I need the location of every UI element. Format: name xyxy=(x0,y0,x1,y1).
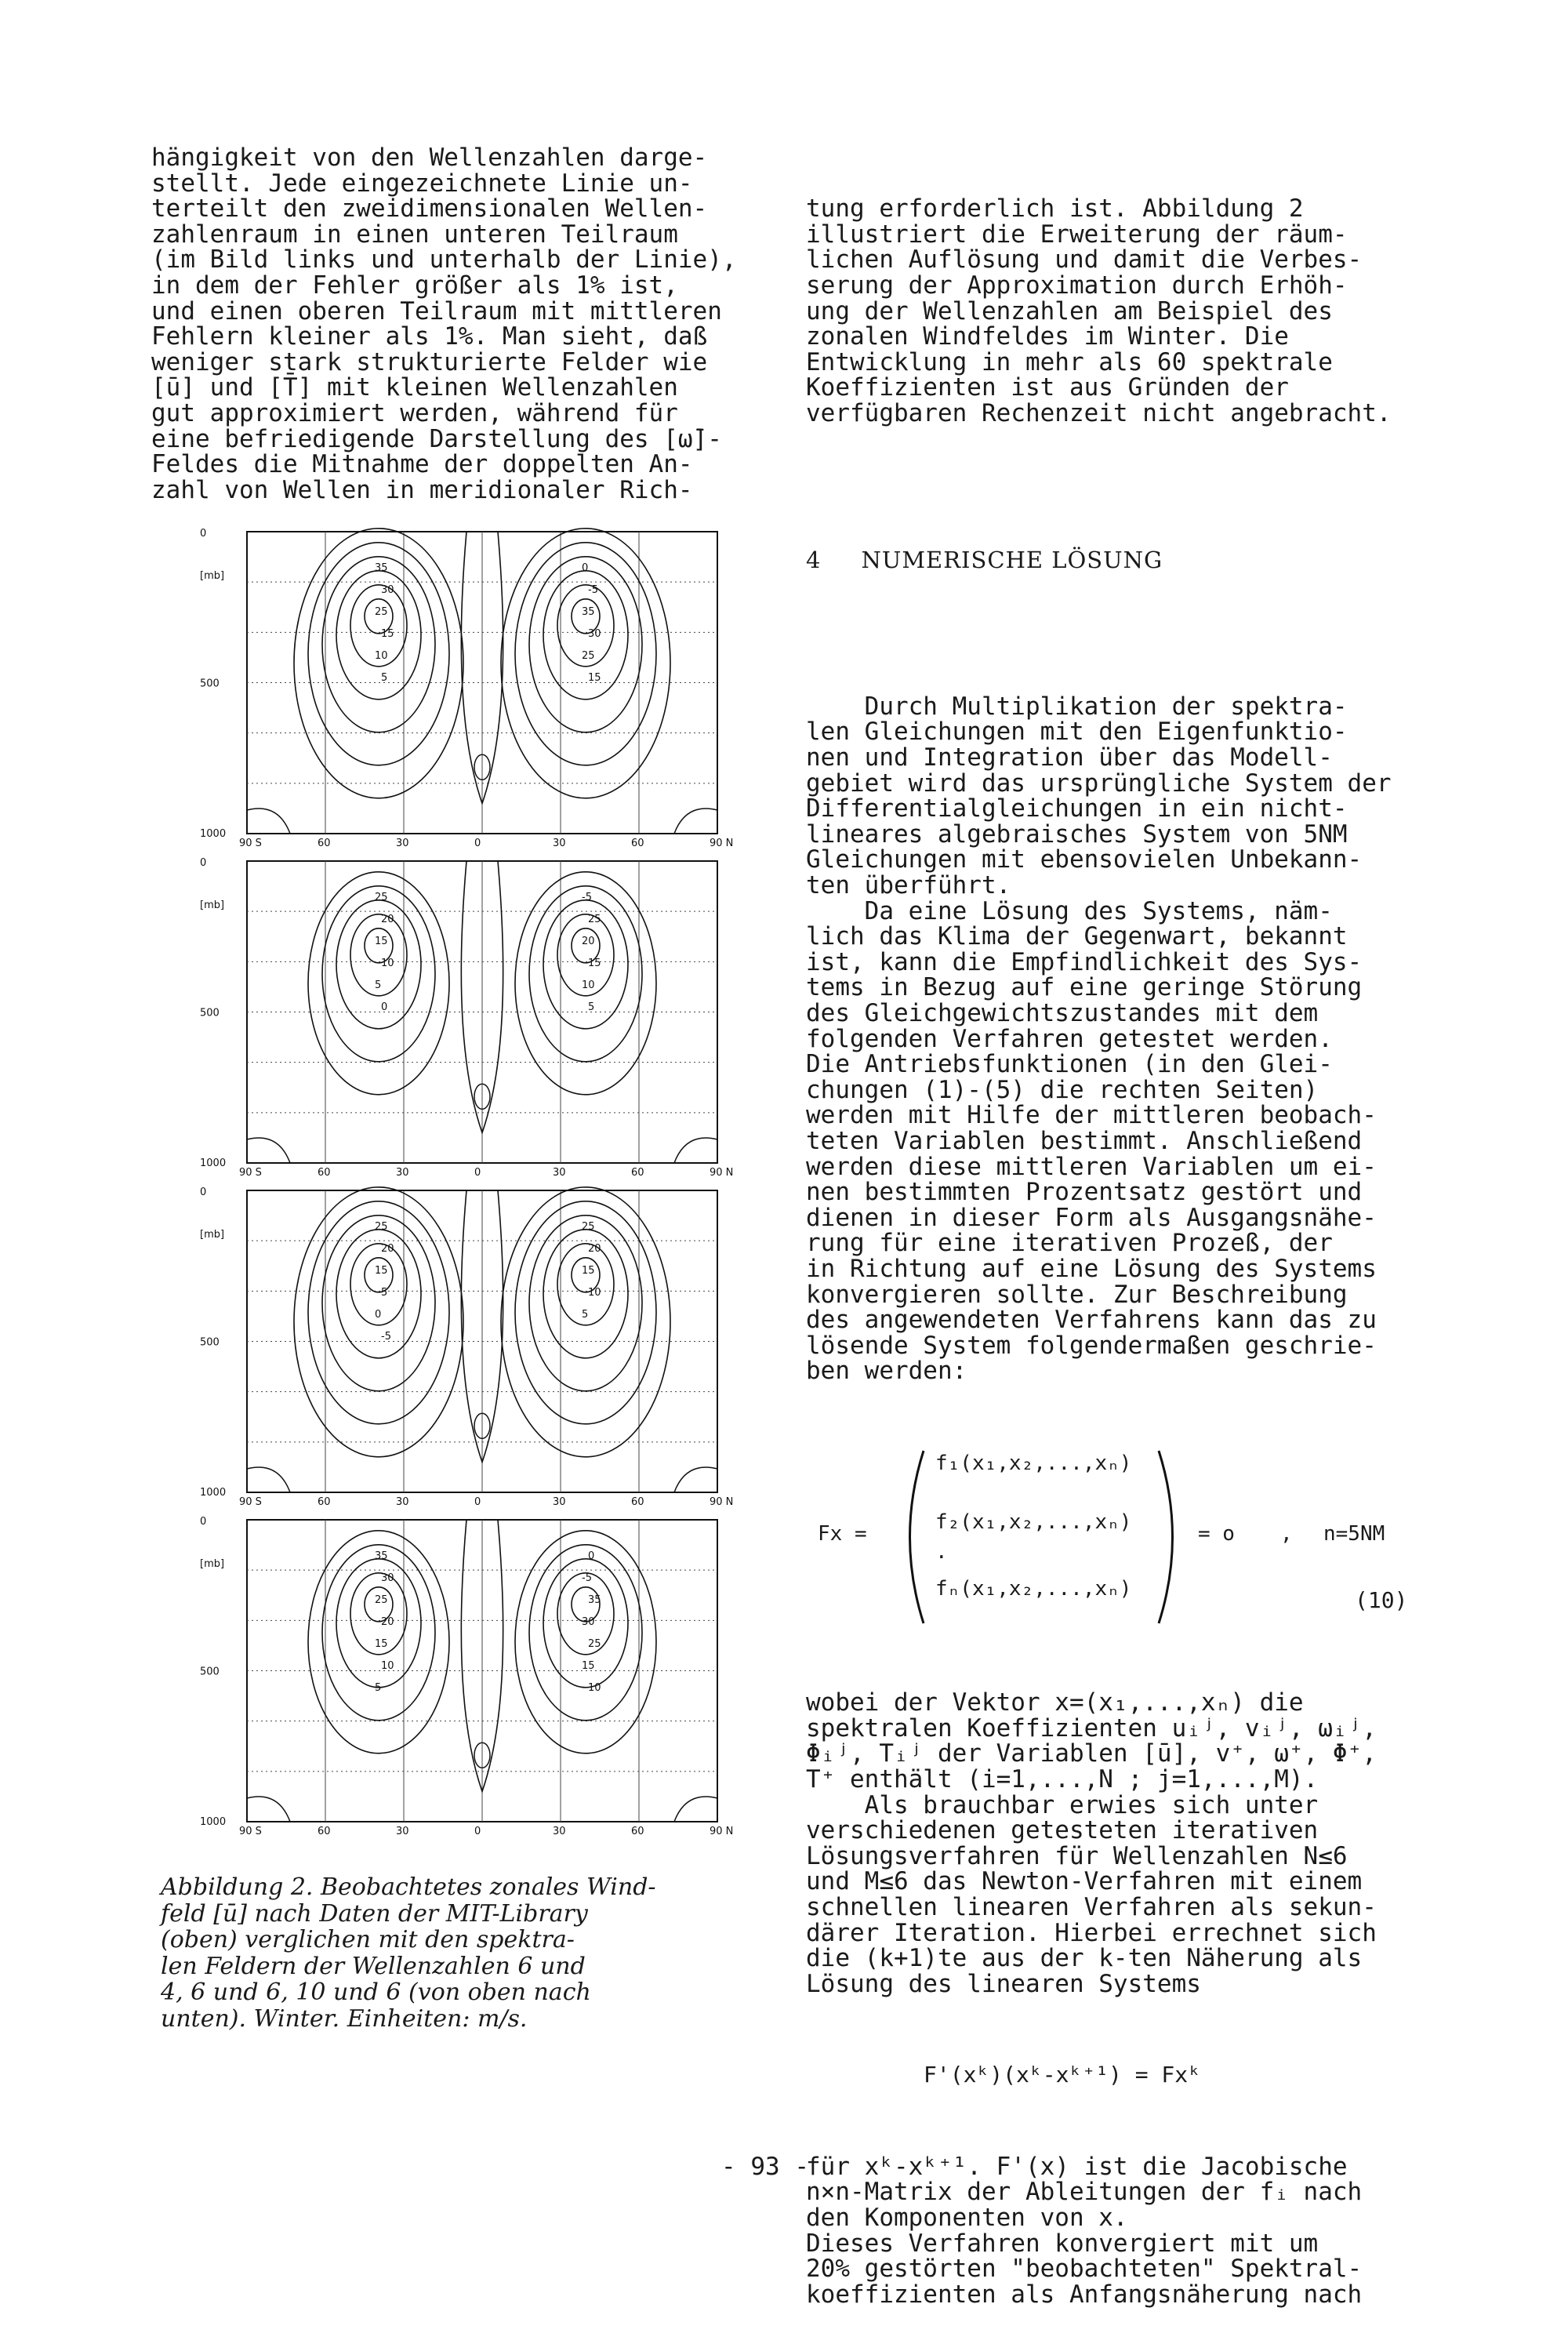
x-axis-label: 30 xyxy=(396,1826,409,1837)
contour-line xyxy=(674,1797,717,1822)
x-axis-label: 30 xyxy=(396,838,409,849)
text-line: n×n-Matrix der Ableitungen der fᵢ nach xyxy=(806,2178,1363,2207)
contour-line xyxy=(247,1467,290,1492)
contour-panels xyxy=(192,524,757,1857)
x-axis-label: 90 N xyxy=(710,1167,734,1179)
contour-label: -5 xyxy=(381,1331,391,1343)
contour-label: 15 xyxy=(588,672,601,684)
contour-line xyxy=(674,1138,717,1163)
text-line: [ū] und [T̄] mit kleinen Wellenzahlen xyxy=(151,373,678,402)
contour-line xyxy=(247,809,290,834)
contour-label: 0 xyxy=(375,1309,382,1321)
text-line: in dem der Fehler größer als 1% ist, xyxy=(151,271,678,300)
x-axis-label: 30 xyxy=(396,1167,409,1179)
contour-line xyxy=(674,809,717,834)
contour-line xyxy=(336,571,421,700)
text-line: illustriert die Erweiterung der räum- xyxy=(806,220,1348,249)
text-line: Als brauchbar erwies sich unter xyxy=(806,1790,1319,1819)
right-column-text xyxy=(806,145,1441,2333)
figure-caption xyxy=(161,1874,772,2033)
contour-label: 20 xyxy=(588,1243,601,1255)
contour-label: 25 xyxy=(375,892,388,903)
text-line: Da eine Lösung des Systems, näm- xyxy=(806,896,1333,925)
text-line: 20% gestörten "beobachteten" Spektral- xyxy=(806,2255,1363,2284)
contour-line xyxy=(247,1138,290,1163)
contour-label: 15 xyxy=(588,958,601,969)
text-line: Differentialgleichungen in ein nicht- xyxy=(806,794,1348,823)
contour-label: 20 xyxy=(582,936,595,947)
text-line: werden diese mittleren Variablen um ei- xyxy=(806,1152,1377,1181)
text-line: für xᵏ-xᵏ⁺¹. F'(x) ist die Jacobische xyxy=(806,2152,1348,2181)
x-axis-label: 0 xyxy=(474,1826,481,1837)
x-axis-label: 60 xyxy=(318,838,331,849)
text-line: Koeffizienten ist aus Gründen der xyxy=(806,373,1289,402)
x-axis-label: 60 xyxy=(631,1167,644,1179)
contour-label: 20 xyxy=(381,914,394,925)
text-line: koeffizienten als Anfangsnäherung nach xyxy=(806,2280,1363,2309)
text-line: därer Iteration. Hierbei errechnet sich xyxy=(806,1918,1377,1947)
x-axis-label: 30 xyxy=(553,1167,566,1179)
text-line: eine befriedigende Darstellung des [ω̄]- xyxy=(151,424,722,453)
contour-label: 25 xyxy=(588,914,601,925)
contour-line xyxy=(322,1545,435,1721)
contour-label: 20 xyxy=(381,1616,394,1628)
contour-label: -5 xyxy=(588,584,598,596)
text-line: und einen oberen Teilraum mit mittleren xyxy=(151,296,722,325)
x-axis-label: 30 xyxy=(553,1826,566,1837)
text-line: lösende System folgendermaßen geschrie- xyxy=(806,1331,1377,1360)
caption-line: len Feldern der Wellenzahlen 6 und xyxy=(161,1952,586,1980)
y-axis-label: [mb] xyxy=(200,899,225,911)
contour-label: 25 xyxy=(375,1221,388,1233)
text-line: nen bestimmten Prozentsatz gestört und xyxy=(806,1178,1363,1207)
contour-label: -5 xyxy=(582,892,592,903)
contour-label: 30 xyxy=(381,584,394,596)
y-axis-label: 500 xyxy=(200,1336,220,1349)
contour-line xyxy=(247,1797,290,1822)
text-line: konvergieren sollte. Zur Beschreibung xyxy=(806,1280,1348,1309)
text-line: terteilt den zweidimensionalen Wellen- xyxy=(151,194,708,223)
caption-line: unten). Winter. Einheiten: m/s. xyxy=(161,2004,528,2033)
y-axis-label: 1000 xyxy=(200,828,227,840)
x-axis-label: 0 xyxy=(474,838,481,849)
contour-line xyxy=(674,1467,717,1492)
text-line: Lösung des linearen Systems xyxy=(806,1969,1201,1998)
contour-label: 0 xyxy=(381,1001,388,1013)
page-number: - 93 - xyxy=(721,2153,809,2181)
text-line: ben werden: xyxy=(806,1357,967,1386)
text-line: ung der Wellenzahlen am Beispiel des xyxy=(806,296,1333,325)
contour-line xyxy=(543,571,628,700)
contour-line xyxy=(322,557,435,732)
left-column-text xyxy=(151,145,763,503)
y-axis-label: 0 xyxy=(200,1186,207,1198)
contour-label: 35 xyxy=(375,562,388,574)
contour-label: 0 xyxy=(588,1550,595,1562)
contour-label: 20 xyxy=(381,1243,394,1255)
x-axis-label: 90 N xyxy=(710,838,734,849)
x-axis-label: 0 xyxy=(474,1167,481,1179)
text-line: zonalen Windfeldes im Winter. Die xyxy=(806,322,1289,351)
text-line: und M≤6 das Newton-Verfahren mit einem xyxy=(806,1867,1363,1896)
text-line: wobei der Vektor x=(x₁,...,xₙ) die xyxy=(806,1688,1304,1717)
contour-label: 15 xyxy=(375,1638,388,1650)
y-axis-label: 0 xyxy=(200,528,207,540)
contour-label: 35 xyxy=(375,1550,388,1562)
contour-label: 35 xyxy=(588,1594,601,1606)
contour-label: 15 xyxy=(375,936,388,947)
text-line: lichen Auflösung und damit die Verbes- xyxy=(806,245,1363,274)
contour-label: 25 xyxy=(375,1594,388,1606)
text-line: den Komponenten von x. xyxy=(806,2203,1128,2232)
text-line: in Richtung auf eine Lösung des Systems xyxy=(806,1254,1377,1283)
y-axis-label: 1000 xyxy=(200,1816,227,1828)
text-line: Dieses Verfahren konvergiert mit um xyxy=(806,2229,1319,2258)
text-line: ten überführt. xyxy=(806,871,1011,900)
text-line: zahlenraum in einen unteren Teilraum xyxy=(151,220,678,249)
caption-line: feld [ū] nach Daten der MIT-Library xyxy=(161,1899,588,1928)
contour-label: 10 xyxy=(375,650,388,662)
text-line: gebiet wird das ursprüngliche System der xyxy=(806,769,1392,798)
text-line: die (k+1)te aus der k-ten Näherung als xyxy=(806,1944,1363,1973)
y-axis-label: 0 xyxy=(200,1516,207,1528)
text-line: nen und Integration über das Modell- xyxy=(806,743,1333,772)
contour-label: 0 xyxy=(582,562,589,574)
contour-label: 15 xyxy=(381,628,394,640)
contour-line xyxy=(557,1573,614,1655)
text-line: T⁺ enthält (i=1,...,N ; j=1,...,M). xyxy=(806,1765,1319,1794)
caption-line: Abbildung 2. Beobachtetes zonales Wind- xyxy=(161,1873,656,1901)
contour-label: 30 xyxy=(588,628,601,640)
x-axis-label: 60 xyxy=(631,838,644,849)
text-line: teten Variablen bestimmt. Anschließend xyxy=(806,1126,1363,1155)
contour-label: 10 xyxy=(588,1287,601,1299)
contour-line xyxy=(529,1216,642,1391)
y-axis-label: [mb] xyxy=(200,1229,225,1241)
text-line: hängigkeit von den Wellenzahlen darge- xyxy=(151,144,708,172)
contour-label: -5 xyxy=(582,1572,592,1584)
contour-line xyxy=(336,1559,421,1688)
contour-label: 10 xyxy=(381,958,394,969)
y-axis-label: 500 xyxy=(200,678,220,690)
text-line: spektralen Koeffizienten uᵢʲ, vᵢʲ, ωᵢʲ, xyxy=(806,1713,1377,1742)
x-axis-label: 90 S xyxy=(239,1496,262,1508)
x-axis-label: 60 xyxy=(631,1826,644,1837)
text-line: Die Antriebsfunktionen (in den Glei- xyxy=(806,1050,1333,1079)
text-line: Durch Multiplikation der spektra- xyxy=(806,692,1348,721)
text-line: chungen (1)-(5) die rechten Seiten) xyxy=(806,1075,1319,1104)
x-axis-label: 30 xyxy=(553,838,566,849)
text-line: werden mit Hilfe der mittleren beobach- xyxy=(806,1101,1377,1130)
contour-line xyxy=(529,1545,642,1721)
text-line: schnellen linearen Verfahren als sekun- xyxy=(806,1893,1377,1922)
equation-11: F'(xᵏ)(xᵏ-xᵏ⁺¹) = Fxᵏ xyxy=(924,2061,1202,2088)
y-axis-label: 500 xyxy=(200,1666,220,1678)
x-axis-label: 60 xyxy=(318,1826,331,1837)
contour-line xyxy=(322,1216,435,1391)
contour-line xyxy=(543,900,628,1029)
contour-label: 5 xyxy=(375,979,382,991)
contour-line xyxy=(336,900,421,1029)
contour-label: 30 xyxy=(582,1616,595,1628)
contour-line xyxy=(529,886,642,1062)
contour-label: 5 xyxy=(588,1001,595,1013)
contour-label: 10 xyxy=(582,979,595,991)
contour-label: 5 xyxy=(381,1287,388,1299)
text-line: des angewendeten Verfahrens kann das zu xyxy=(806,1306,1377,1335)
x-axis-label: 30 xyxy=(396,1496,409,1508)
contour-label: 35 xyxy=(582,606,595,618)
text-line: stellt. Jede eingezeichnete Linie un- xyxy=(151,169,693,198)
text-line: zahl von Wellen in meridionaler Rich- xyxy=(151,475,693,504)
x-axis-label: 90 N xyxy=(710,1826,734,1837)
text-line: lich das Klima der Gegenwart, bekannt xyxy=(806,922,1348,951)
text-line: rung für eine iterativen Prozeß, der xyxy=(806,1229,1333,1258)
y-axis-label: [mb] xyxy=(200,570,225,582)
text-line: verfügbaren Rechenzeit nicht angebracht. xyxy=(806,398,1392,427)
text-line: (im Bild links und unterhalb der Linie), xyxy=(151,245,737,274)
text-line: verschiedenen getesteten iterativen xyxy=(806,1816,1319,1845)
y-axis-label: 1000 xyxy=(200,1487,227,1499)
caption-line: 4, 6 und 6, 10 und 6 (von oben nach xyxy=(161,1979,591,2007)
contour-line xyxy=(543,1230,628,1358)
x-axis-label: 90 S xyxy=(239,1826,262,1837)
contour-label: 15 xyxy=(582,1265,595,1277)
equation-10: Fx = f₁(x₁,x₂,...,xₙ) f₂(x₁,x₂,...,xₙ) · fₙ(x₁,x₂,...,xₙ) = o , n=5NM (10) xyxy=(806,1443,1441,1631)
text-line: serung der Approximation durch Erhöh- xyxy=(806,271,1348,300)
contour-label: 25 xyxy=(582,1221,595,1233)
y-axis-label: 500 xyxy=(200,1007,220,1019)
x-axis-label: 60 xyxy=(318,1496,331,1508)
caption-line: (oben) verglichen mit den spektra- xyxy=(161,1926,575,1954)
contour-label: 30 xyxy=(381,1572,394,1584)
section-heading: 4 NUMERISCHE LÖSUNG xyxy=(806,546,1163,573)
x-axis-label: 90 S xyxy=(239,1167,262,1179)
contour-label: 25 xyxy=(582,650,595,662)
contour-label: 5 xyxy=(381,672,388,684)
text-line: ist, kann die Empfindlichkeit des Sys- xyxy=(806,947,1363,976)
y-axis-label: [mb] xyxy=(200,1558,225,1570)
text-line: Lösungsverfahren für Wellenzahlen N≤6 xyxy=(806,1841,1348,1870)
contour-line xyxy=(322,886,435,1062)
text-line: Fehlern kleiner als 1%. Man sieht, daß xyxy=(151,322,708,351)
contour-line xyxy=(529,557,642,732)
text-line: lineares algebraisches System von 5NM xyxy=(806,819,1348,849)
contour-label: 25 xyxy=(588,1638,601,1650)
x-axis-label: 90 N xyxy=(710,1496,734,1508)
x-axis-label: 60 xyxy=(318,1167,331,1179)
figure-2 xyxy=(192,524,757,1857)
text-line: gut approximiert werden, während für xyxy=(151,398,678,427)
contour-label: 10 xyxy=(588,1682,601,1694)
contour-line xyxy=(336,1230,421,1358)
text-line: des Gleichgewichtszustandes mit dem xyxy=(806,999,1319,1027)
text-line: tems in Bezug auf eine geringe Störung xyxy=(806,973,1363,1002)
contour-label: 25 xyxy=(375,606,388,618)
x-axis-label: 30 xyxy=(553,1496,566,1508)
x-axis-label: 60 xyxy=(631,1496,644,1508)
text-line: tung erforderlich ist. Abbildung 2 xyxy=(806,194,1304,223)
contour-label: 15 xyxy=(375,1265,388,1277)
text-line: weniger stark strukturierte Felder wie xyxy=(151,347,708,376)
text-line: len Gleichungen mit den Eigenfunktio- xyxy=(806,718,1348,747)
text-line: Feldes die Mitnahme der doppelten An- xyxy=(151,450,693,479)
contour-label: 5 xyxy=(582,1309,589,1321)
text-line: Gleichungen mit ebensovielen Unbekann- xyxy=(806,845,1363,874)
contour-label: 5 xyxy=(375,1682,382,1694)
x-axis-label: 0 xyxy=(474,1496,481,1508)
x-axis-label: 90 S xyxy=(239,838,262,849)
contour-label: 10 xyxy=(381,1660,394,1672)
contour-label: 15 xyxy=(582,1660,595,1672)
y-axis-label: 0 xyxy=(200,857,207,869)
text-line: dienen in dieser Form als Ausgangsnähe- xyxy=(806,1203,1377,1232)
text-line: Φᵢʲ, Tᵢʲ der Variablen [ū], v⁺, ω⁺, Φ⁺, xyxy=(806,1739,1377,1768)
text-line: Entwicklung in mehr als 60 spektrale xyxy=(806,347,1333,376)
text-line: folgenden Verfahren getestet werden. xyxy=(806,1024,1333,1053)
y-axis-label: 1000 xyxy=(200,1157,227,1169)
